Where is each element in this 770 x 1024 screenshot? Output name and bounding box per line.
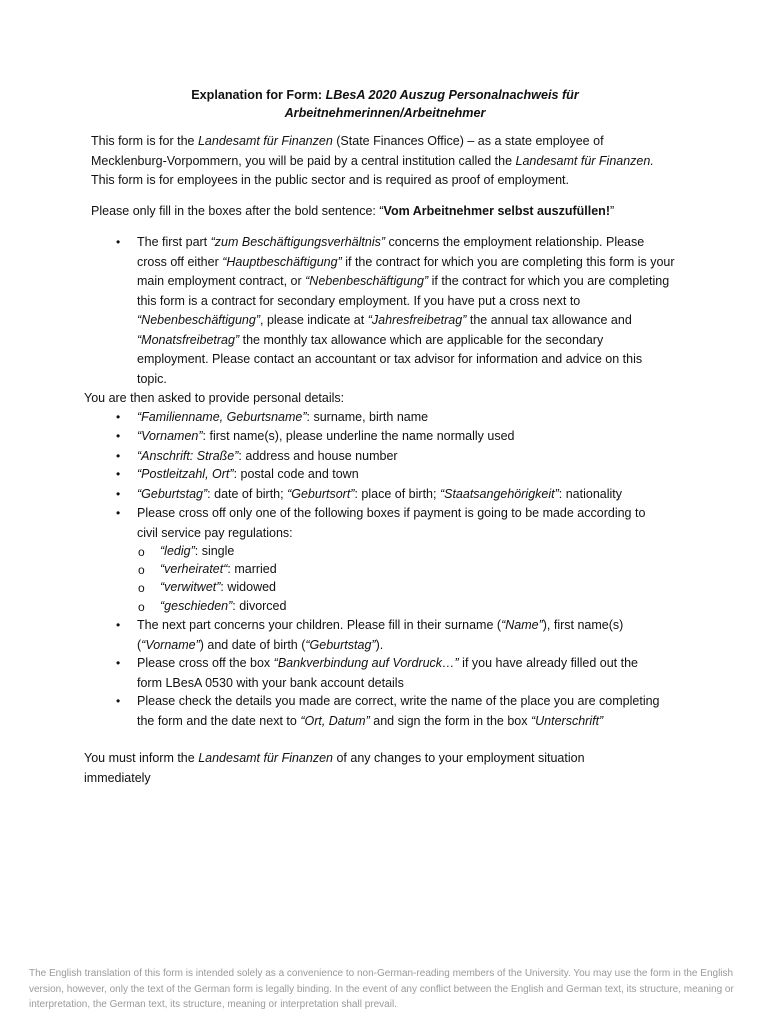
marital-option: “geschieden”: divorced [160,599,287,613]
bullet-glyph: • [116,410,121,424]
circle-bullet-icon: o [138,545,145,559]
bullet-glyph: • [116,449,121,463]
translation-disclaimer: The English translation of this form is intended solely as a convenience to non-German-reading members of the University. You may use the form in the English version, however, only the text of the German form is legally binding. In the event of any conflict between the English and German text, its structure, meaning or interpretation, the German text, its structure, meaning or interpretation shall prevail. [29,968,734,1010]
title-form-name-2: Arbeitnehmerinnen/Arbeitnehmer [284,106,486,120]
birth-details-item: “Geburtstag”: date of birth; “Geburtsort”: place of birth; “Staatsangehörigkeit”: nationality [137,487,623,501]
personal-details-heading: You are then asked to provide personal details: [84,391,345,405]
bullet-glyph: • [116,656,121,670]
marital-option: “verwitwet”: widowed [160,580,277,594]
marital-status-item: Please cross off only one of the following boxes if payment is going to be made according to civil service pay regulations: [137,506,646,540]
bank-details-item: Please cross off the box “Bankverbindung auf Vordruck…” if you have already filled out the form LBesA 0530 with your bank account details [137,656,638,690]
bullet-glyph: • [116,618,121,632]
marital-option: “verheiratet“: married [160,562,277,576]
instruction-paragraph: Please only fill in the boxes after the bold sentence: “Vom Arbeitnehmer selbst auszufüllen!” [91,204,615,218]
circle-bullet-icon: o [138,563,145,577]
title-prefix: Explanation for Form: [191,88,326,102]
employment-relationship-item: The first part “zum Beschäftigungsverhältnis” concerns the employment relationship. Please cross off either “Hauptbeschäftigung” if the contract for which you are completing this form is your main employment contract, or “Nebenbeschäftigung” if the contract for which you are completing this form is a contract for secondary employment. If you have put a cross next to “Nebenbeschäftigung”, please indicate at “Jahresfreibetrag” the annual tax allowance and “Monatsfreibetrag” the monthly tax allowance which are applicable for the secondary employment. Please contact an accountant or tax advisor for information and advice on this topic. [137,235,675,386]
marital-option: “ledig”: single [160,544,235,558]
circle-bullet-icon: o [138,581,145,595]
list-item: “Familienname, Geburtsname”: surname, birth name [137,410,429,424]
bullet-glyph: • [116,506,121,520]
bullet-glyph: • [116,467,121,481]
list-item: “Vornamen”: first name(s), please underline the name normally used [137,429,515,443]
document-title [0,86,770,122]
bullet-glyph: • [116,429,121,443]
circle-bullet-icon: o [138,600,145,614]
bullet-glyph: • [116,694,121,708]
check-and-sign-item: Please check the details you made are correct, write the name of the place you are completing the form and the date next to “Ort, Datum” and sign the form in the box “Unterschrift” [137,694,660,728]
list-item: “Postleitzahl, Ort”: postal code and town [137,467,359,481]
intro-paragraph: This form is for the Landesamt für Finanzen (State Finances Office) – as a state employee of Mecklenburg-Vorpommern, you will be paid by a central institution called the Landesamt für Finanzen. This form is for employees in the public sector and is required as proof of employment. [91,134,654,187]
bullet-glyph: • [116,235,121,249]
title-form-name: LBesA 2020 Auszug Personalnachweis für [325,88,579,102]
children-item: The next part concerns your children. Please fill in their surname (“Name”), first name(s) (“Vorname”) and date of birth (“Geburtstag”). [137,618,624,652]
list-item: “Anschrift: Straße”: address and house number [137,449,398,463]
bullet-glyph: • [116,487,121,501]
closing-paragraph: You must inform the Landesamt für Finanzen of any changes to your employment situation immediately [84,751,585,785]
